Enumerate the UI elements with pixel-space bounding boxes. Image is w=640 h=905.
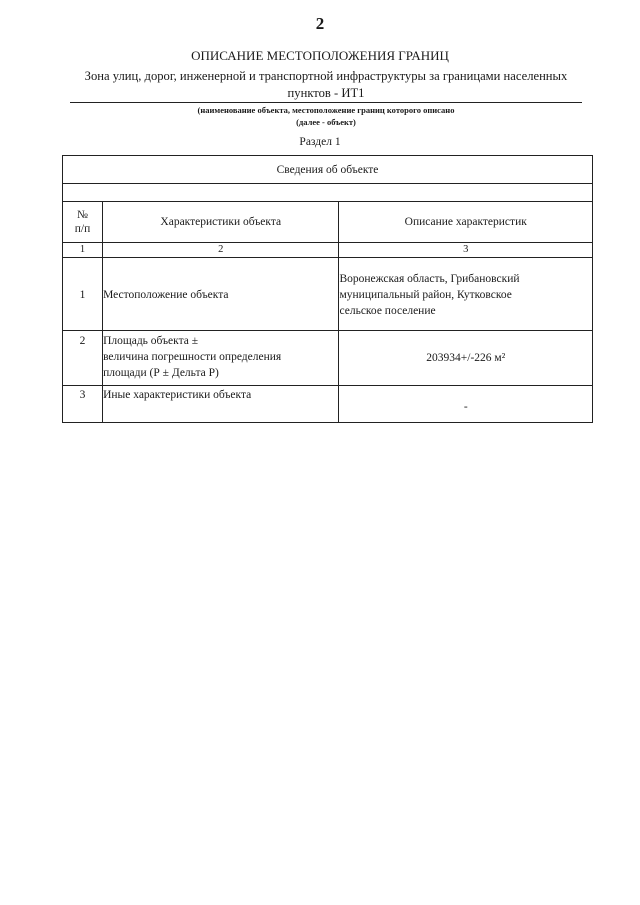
subtitle-line-1: Зона улиц, дорог, инженерной и транспортной инфраструктуры за границами населенных bbox=[84, 69, 568, 83]
row-number: 2 bbox=[63, 331, 103, 386]
header-number bbox=[63, 202, 103, 243]
row-characteristic bbox=[103, 331, 339, 386]
subtitle-note-line-2: (далее - объект) bbox=[296, 117, 356, 127]
table-caption: Сведения об объекте bbox=[63, 156, 593, 184]
object-info-table bbox=[62, 155, 593, 423]
row-characteristic bbox=[103, 258, 339, 331]
description-line: 203934+/-226 м² bbox=[426, 352, 506, 364]
header-description: Описание характеристик bbox=[339, 202, 593, 243]
header-characteristics: Характеристики объекта bbox=[103, 202, 339, 243]
table-header-row bbox=[63, 202, 593, 243]
characteristic-line: величина погрешности определения bbox=[103, 351, 282, 363]
subtitle-note bbox=[70, 104, 582, 128]
subtitle-line-2: пунктов - ИТ1 bbox=[287, 86, 365, 100]
document-title: ОПИСАНИЕ МЕСТОПОЛОЖЕНИЯ ГРАНИЦ bbox=[191, 48, 449, 63]
row-number: 1 bbox=[63, 258, 103, 331]
characteristic-line: Иные характеристики объекта bbox=[103, 389, 252, 401]
column-number-2: 2 bbox=[103, 243, 339, 258]
table-caption-row bbox=[63, 156, 593, 184]
table-row bbox=[63, 258, 593, 331]
table-column-numbers-row bbox=[63, 243, 593, 258]
table-blank-row bbox=[63, 184, 593, 202]
document-subtitle bbox=[70, 68, 582, 102]
row-number: 3 bbox=[63, 386, 103, 423]
subtitle-note-line-1: (наименование объекта, местоположение границ которого описано bbox=[197, 105, 455, 115]
header-number-line-2: п/п bbox=[74, 223, 91, 235]
table-blank-cell bbox=[63, 184, 593, 202]
characteristic-line: Местоположение объекта bbox=[103, 289, 229, 301]
row-description bbox=[339, 331, 593, 386]
row-characteristic bbox=[103, 386, 339, 423]
column-number-3: 3 bbox=[339, 243, 593, 258]
description-line: - bbox=[463, 401, 468, 413]
characteristic-line: площади (Р ± Дельта Р) bbox=[103, 367, 219, 379]
row-description bbox=[339, 386, 593, 423]
description-line: Воронежская область, Грибановский bbox=[339, 273, 520, 285]
column-number-1: 1 bbox=[63, 243, 103, 258]
table-row bbox=[63, 386, 593, 423]
description-line: муниципальный район, Кутковское bbox=[339, 289, 512, 301]
section-label: Раздел 1 bbox=[299, 136, 341, 148]
table-row bbox=[63, 331, 593, 386]
row-description bbox=[339, 258, 593, 331]
characteristic-line: Площадь объекта ± bbox=[103, 335, 199, 347]
page-number: 2 bbox=[315, 14, 325, 33]
header-number-line-1: № bbox=[77, 209, 89, 221]
description-line: сельское поселение bbox=[339, 305, 436, 317]
subtitle-underline bbox=[70, 102, 582, 103]
